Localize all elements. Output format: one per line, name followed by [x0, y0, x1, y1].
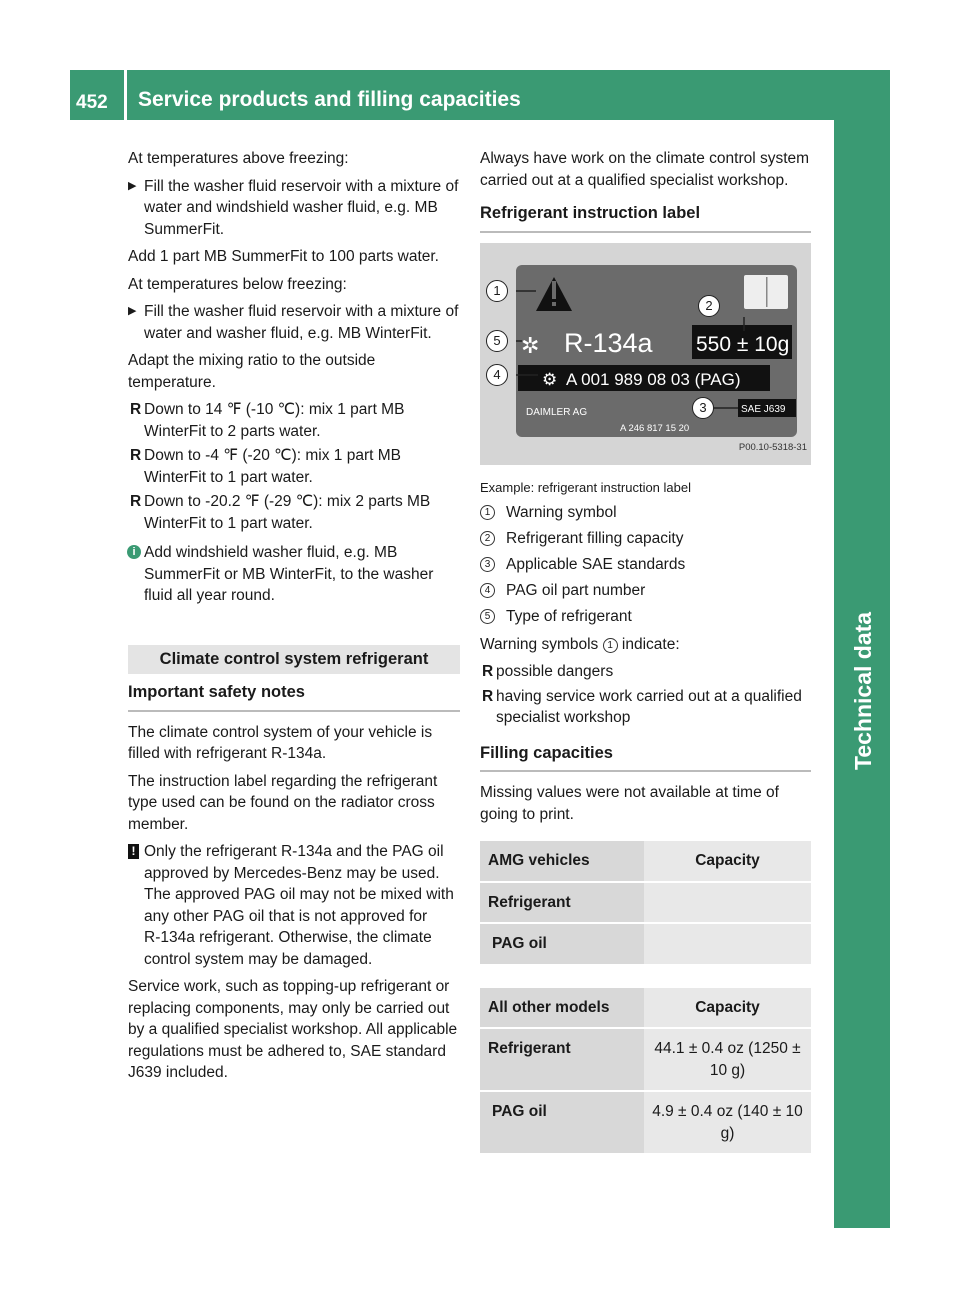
table-header-row	[480, 988, 811, 1029]
table-header-row	[480, 841, 811, 882]
callout-4: 4	[486, 364, 508, 386]
table-cell: Refrigerant	[480, 1028, 644, 1091]
table-cell: 4.9 ± 0.4 oz (140 ± 10 g)	[644, 1091, 811, 1153]
svg-text:SAE J639: SAE J639	[741, 403, 786, 415]
paragraph: The climate control system of your vehicle is filled with refrigerant R‑134a.	[128, 723, 433, 762]
callout-5: 5	[486, 330, 508, 352]
instruction-step: ▶ Fill the washer fluid reservoir with a mixture of water and washer fluid, e.g. MB WinterFit.	[128, 303, 459, 342]
table-cell: PAG oil	[480, 1091, 644, 1153]
list-item: R Down to ‑20.2 ℉ (‑29 ℃): mix 2 parts MB WinterFit to 1 part water.	[130, 493, 431, 532]
legend-item: 4 PAG oil part number	[480, 580, 811, 602]
paragraph: Adapt the mixing ratio to the outside temperature.	[128, 352, 376, 391]
amg-capacity-table	[480, 841, 811, 964]
paragraph: Missing values were not available at time of going to print.	[480, 784, 779, 823]
warning-note: ! Only the refrigerant R‑134a and the PAG oil approved by Mercedes‑Benz may be used. The approved PAG oil may not be mixed with any other PAG oil that is not approved for R‑134a refrigerant. Otherwise, the climate control system may be damaged.	[128, 841, 460, 970]
subsection-heading: Filling capacities	[480, 743, 811, 773]
bullet-icon: R	[482, 663, 494, 680]
table-cell	[644, 923, 811, 964]
table-cell: PAG oil	[480, 923, 644, 964]
table-header-cell: Capacity	[644, 841, 811, 882]
side-tab-label: Technical data	[850, 611, 876, 770]
bullet-icon: R	[130, 447, 142, 464]
table-cell: 44.1 ± 0.4 oz (1250 ± 10 g)	[644, 1028, 811, 1091]
paragraph: Always have work on the climate control system carried out at a qualified specialist workshop.	[480, 150, 810, 189]
table-row	[480, 923, 811, 964]
refrigerant-label-figure	[480, 243, 811, 465]
callout-1: 1	[486, 280, 508, 302]
svg-text:A 001 989 08 03 (PAG): A 001 989 08 03 (PAG)	[566, 369, 741, 389]
figure-caption: Example: refrigerant instruction label	[480, 479, 691, 495]
paragraph: At temperatures above freezing:	[128, 150, 349, 167]
svg-text:550 ± 10g: 550 ± 10g	[696, 332, 790, 356]
table-row	[480, 1028, 811, 1091]
step-arrow-icon: ▶	[128, 305, 137, 317]
bullet-icon: R	[482, 687, 494, 705]
label-artwork	[516, 265, 797, 437]
svg-text:⚙: ⚙	[542, 369, 558, 389]
subsection-heading: Important safety notes	[128, 682, 460, 712]
table-header-cell: Capacity	[644, 988, 811, 1029]
right-column	[480, 148, 811, 1153]
legend-item: 2 Refrigerant filling capacity	[480, 528, 811, 550]
step-arrow-icon: ▶	[128, 179, 137, 192]
subsection-heading: Refrigerant instruction label	[480, 203, 811, 233]
list-item: R Down to ‑4 ℉ (‑20 ℃): mix 1 part MB WinterFit to 1 part water.	[130, 447, 401, 486]
list-item: R possible dangers	[480, 661, 811, 683]
svg-text:A 246 817 15 20: A 246 817 15 20	[620, 422, 690, 434]
callout-3: 3	[692, 397, 714, 419]
callout-1-ref: 1	[603, 638, 618, 653]
bullet-icon: R	[130, 401, 142, 418]
svg-text:R-134a: R-134a	[564, 327, 653, 358]
left-column	[128, 148, 460, 1090]
info-note: i Add windshield washer fluid, e.g. MB SummerFit or MB WinterFit, to the washer fluid all year round.	[128, 542, 460, 607]
svg-text:DAIMLER AG: DAIMLER AG	[526, 406, 588, 418]
bullet-icon: R	[130, 493, 142, 510]
figure-code: P00.10-5318-31	[738, 442, 807, 453]
instruction-step: ▶ Fill the washer fluid reservoir with a mixture of water and windshield washer fluid, e.g. MB SummerFit.	[128, 177, 459, 238]
page-title: Service products and filling capacities	[138, 88, 521, 111]
exclamation-icon: !	[128, 844, 139, 859]
info-icon: i	[127, 545, 141, 559]
paragraph: Add 1 part MB SummerFit to 100 parts water.	[128, 248, 439, 265]
legend-item: 3 Applicable SAE standards	[480, 554, 811, 576]
label-plate	[516, 265, 797, 437]
paragraph: Service work, such as topping‑up refrigerant or replacing components, may only be carried out by a qualified specialist workshop. All applicable regulations must be adhered to, SAE standard J639 included.	[128, 978, 458, 1081]
paragraph: The instruction label regarding the refrigerant type used can be found on the radiator cross member.	[128, 772, 438, 833]
svg-text:✲: ✲	[521, 332, 540, 358]
table-row	[480, 882, 811, 924]
legend-item: 1 Warning symbol	[480, 502, 811, 524]
table-row	[480, 1091, 811, 1153]
table-header-cell: All other models	[480, 988, 644, 1029]
table-cell	[644, 882, 811, 924]
table-header-cell: AMG vehicles	[480, 841, 644, 882]
header-separator	[124, 70, 127, 120]
table-cell: Refrigerant	[480, 882, 644, 924]
legend-item: 5 Type of refrigerant	[480, 606, 811, 628]
callout-2: 2	[698, 295, 720, 317]
other-models-capacity-table	[480, 988, 811, 1154]
page-number: 452	[76, 92, 108, 113]
paragraph: At temperatures below freezing:	[128, 275, 347, 293]
list-item: R Down to 14 ℉ (‑10 ℃): mix 1 part MB WinterFit to 2 parts water.	[130, 401, 405, 440]
list-item: R having service work carried out at a qualified specialist workshop	[482, 687, 802, 726]
paragraph: Warning symbols 1 indicate:	[480, 635, 680, 653]
section-heading: Climate control system refrigerant	[128, 645, 460, 675]
